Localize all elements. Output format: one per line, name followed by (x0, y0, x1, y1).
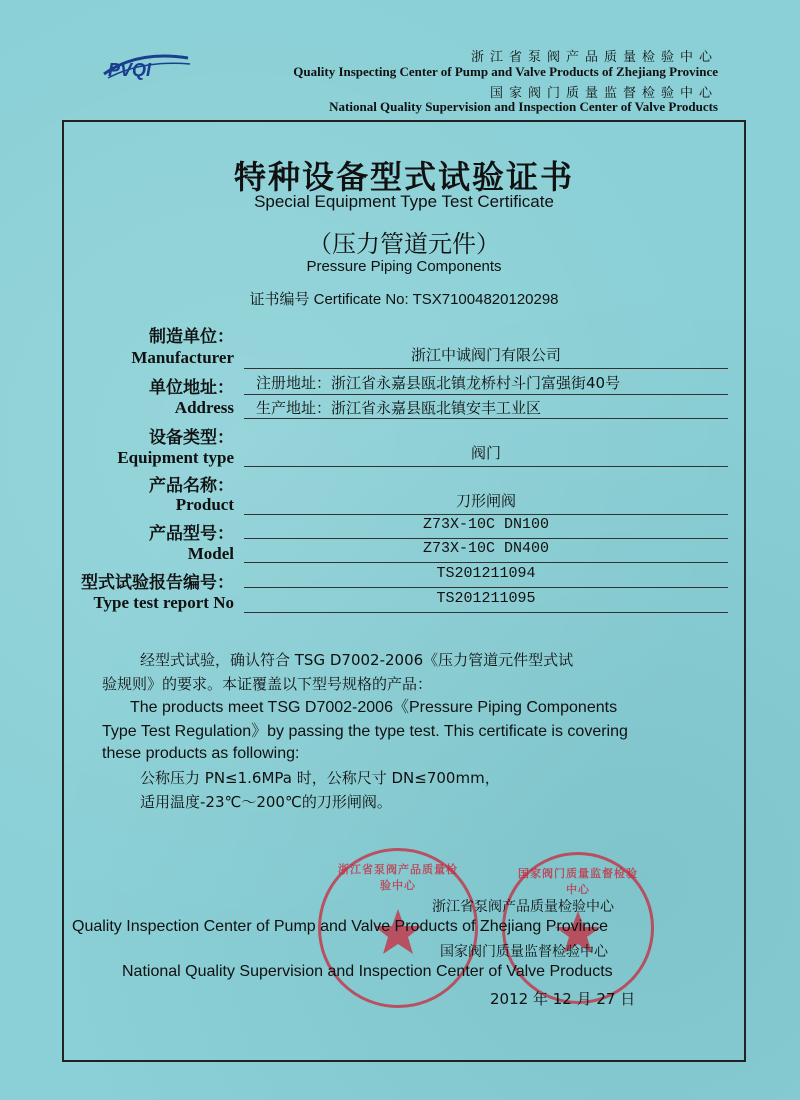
header-cn-line2: 国家阀门质量监督检验中心 (489, 85, 718, 100)
model-value-2: Z73X-10C DN400 (422, 540, 550, 557)
footer-cn-line2: 国家阀门质量监督检验中心 (440, 944, 608, 960)
footer-cn-line1: 浙江省泵阀产品质量检验中心 (432, 899, 614, 915)
report-value-1: TS201211094 (436, 565, 536, 582)
address-label-cn: 单位地址： (149, 378, 234, 398)
spec-line2: 适用温度-23℃～200℃的刀形闸阀。 (140, 793, 392, 811)
address-registered: 注册地址：浙江省永嘉县瓯北镇龙桥村斗门富强街40号 (256, 374, 621, 392)
issue-date: 2012 年 12 月 27 日 (490, 990, 636, 1008)
title-en: Special Equipment Type Test Certificate (254, 192, 554, 211)
manufacturer-label-en: Manufacturer (131, 348, 234, 367)
address-underline-2 (244, 418, 728, 419)
header-en-line2: National Quality Supervision and Inspection Center of Valve Products (329, 99, 718, 114)
subtitle-en: Pressure Piping Components (306, 258, 502, 275)
footer-en-line1: Quality Inspection Center of Pump and Valve Products of Zhejiang Province (72, 918, 608, 935)
spec-line1: 公称压力 PN≤1.6MPa 时，公称尺寸 DN≤700mm， (140, 769, 500, 787)
header-en-line1: Quality Inspecting Center of Pump and Valve Products of Zhejiang Province (293, 64, 718, 79)
equipment-label-en: Equipment type (117, 448, 234, 467)
left-seal-text: 浙江省泵阀产品质量检验中心 (338, 863, 458, 892)
pvqi-logo (98, 48, 194, 82)
logo-text: PVQI (108, 60, 152, 80)
report-value-2: TS201211095 (436, 590, 536, 607)
model-underline-2 (244, 562, 728, 563)
right-seal-text: 国家阀门质量监督检验中心 (518, 867, 638, 896)
manufacturer-underline (244, 368, 728, 369)
report-label-en: Type test report No (93, 593, 234, 612)
model-underline-1 (244, 538, 728, 539)
pvqi-logo-icon (98, 48, 194, 82)
manufacturer-value: 浙江中诚阀门有限公司 (410, 346, 561, 364)
product-label-en: Product (175, 495, 234, 514)
title-cn: 特种设备型式试验证书 (233, 158, 574, 196)
certificate-number: 证书编号 Certificate No: TSX71004820120298 (249, 291, 559, 308)
product-underline (244, 514, 728, 515)
address-production: 生产地址：浙江省永嘉县瓯北镇安丰工业区 (256, 399, 542, 417)
product-label-cn: 产品名称： (149, 476, 234, 496)
product-value: 刀形闸阀 (455, 492, 516, 510)
body-en-line1: The products meet TSG D7002-2006《Pressure Piping Components (130, 699, 618, 716)
body-cn-line2: 验规则》的要求。本证覆盖以下型号规格的产品： (102, 675, 433, 693)
body-cn-line1: 经型式试验，确认符合 TSG D7002-2006《压力管道元件型式试 (140, 651, 574, 669)
report-label-cn: 型式试验报告编号： (81, 573, 234, 593)
body-en-line3: these products as following: (102, 745, 300, 762)
subtitle-cn: （压力管道元件） (308, 230, 500, 258)
address-label-en: Address (174, 398, 234, 417)
model-value-1: Z73X-10C DN100 (422, 516, 550, 533)
manufacturer-label-cn: 制造单位： (149, 327, 234, 347)
model-label-en: Model (187, 544, 234, 563)
header-cn-line1: 浙江省泵阀产品质量检验中心 (470, 49, 718, 64)
equipment-label-cn: 设备类型： (149, 428, 234, 448)
equipment-underline (244, 466, 728, 467)
footer-en-line2: National Quality Supervision and Inspection Center of Valve Products (122, 963, 613, 980)
body-en-line2: Type Test Regulation》by passing the type test. This certificate is covering (102, 723, 628, 740)
report-underline-1 (244, 587, 728, 588)
address-underline-1 (244, 394, 728, 395)
report-underline-2 (244, 612, 728, 613)
model-label-cn: 产品型号： (149, 524, 234, 544)
equipment-value: 阀门 (470, 444, 501, 462)
